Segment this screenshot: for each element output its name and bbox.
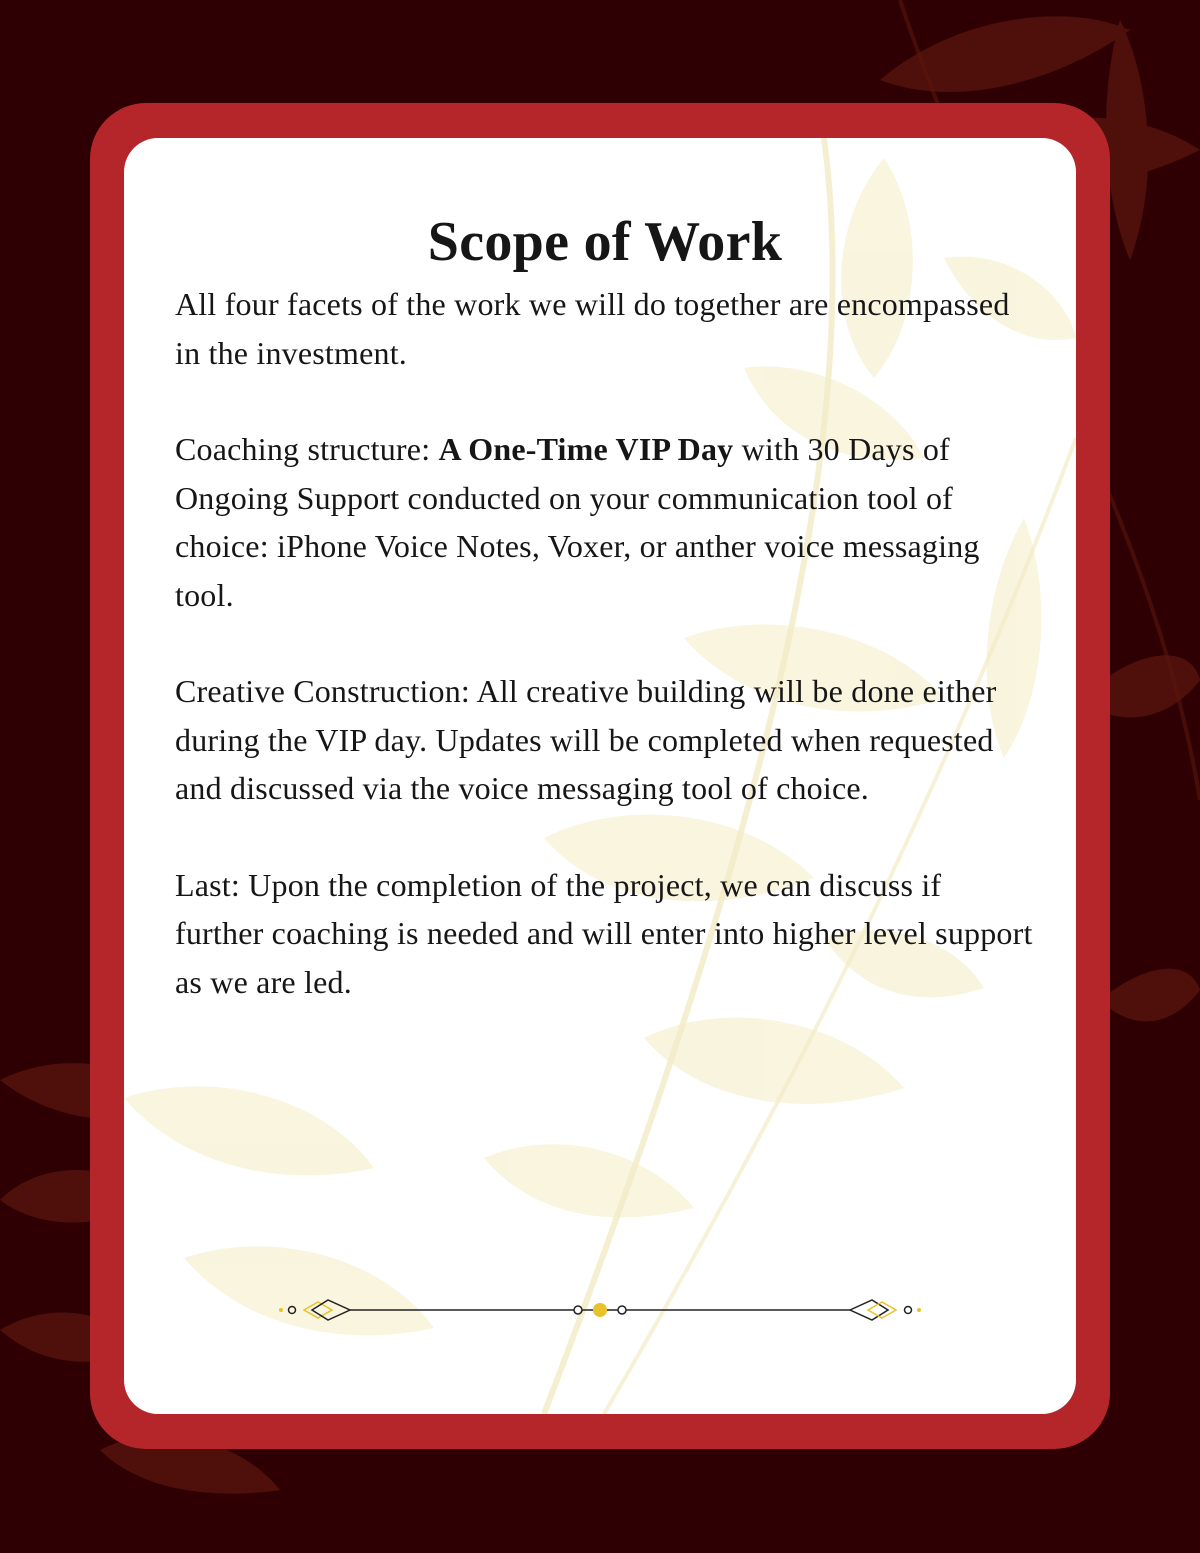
- coaching-prefix: Coaching structure:: [175, 431, 439, 467]
- coaching-suffix: with 30 Days of Ongoing Support conducted on your communication tool of choice: iPhone Voice Notes, Voxer, or anther voice messaging tool.: [175, 431, 980, 613]
- content-card: [124, 138, 1076, 1414]
- intro-paragraph: All four facets of the work we will do together are encompassed in the investment.: [175, 286, 1010, 371]
- coaching-paragraph: [175, 425, 1035, 619]
- creative-paragraph: Creative Construction: All creative building will be done either during the VIP day. Updates will be completed when requested and discussed via the voice messaging tool of choice.: [175, 673, 997, 806]
- page-title: Scope of Work: [427, 211, 783, 273]
- coaching-highlight: A One-Time VIP Day: [438, 431, 734, 467]
- scope-content: [175, 206, 1035, 1054]
- last-paragraph: Last: Upon the completion of the project, we can discuss if further coaching is needed and will enter into higher level support as we are led.: [175, 866, 1033, 1000]
- ornamental-divider-icon: [278, 1296, 922, 1324]
